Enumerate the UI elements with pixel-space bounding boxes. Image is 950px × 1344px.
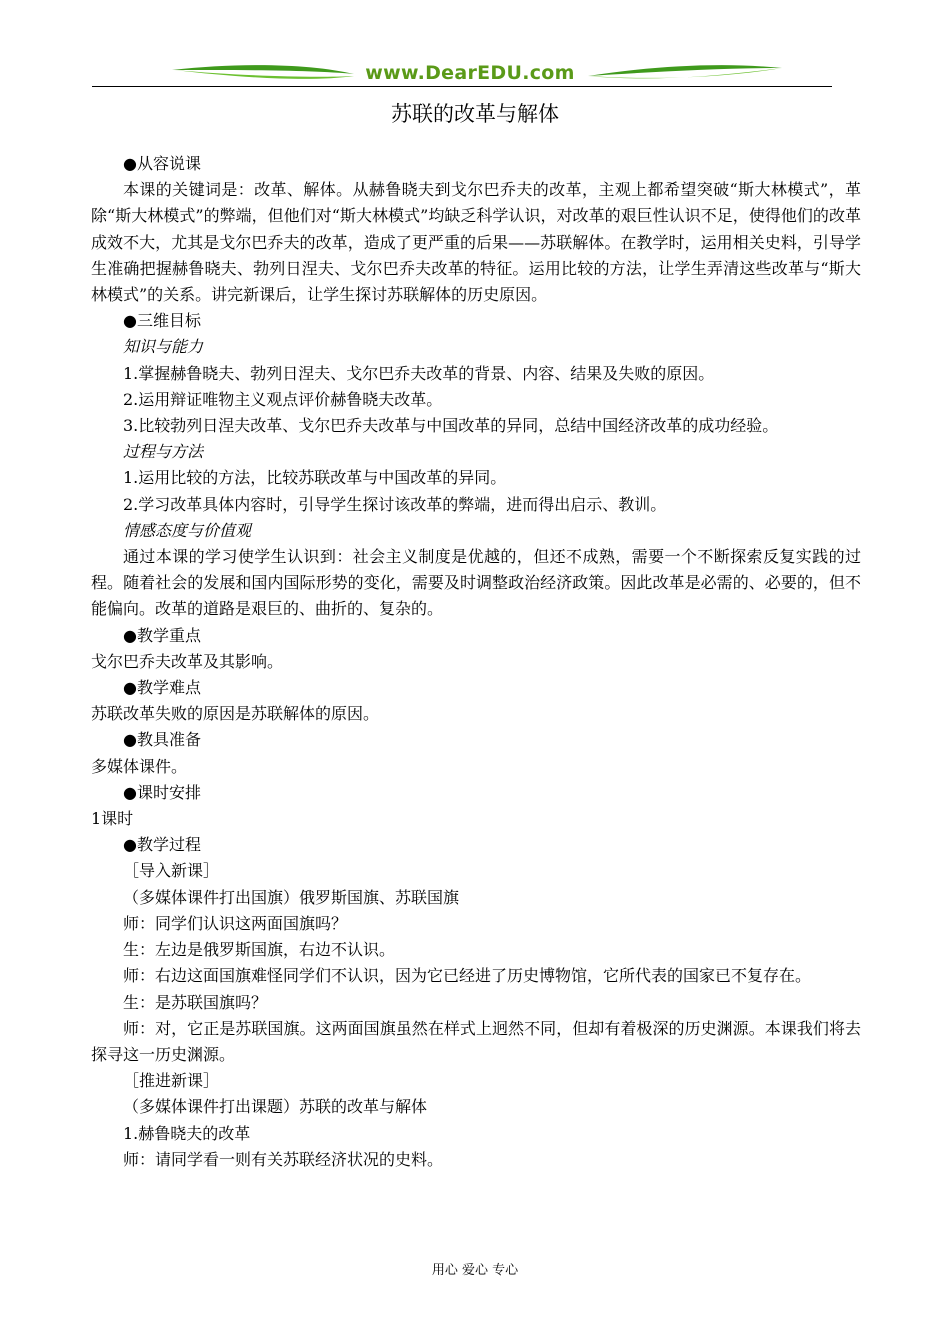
- paragraph: 戈尔巴乔夫改革及其影响。: [91, 651, 284, 671]
- paragraph: 1.运用比较的方法，比较苏联改革与中国改革的异同。: [123, 468, 507, 488]
- header-divider: [92, 86, 832, 87]
- paragraph: 多媒体课件。: [91, 756, 188, 776]
- paragraph: 情感态度与价值观: [123, 520, 252, 540]
- paragraph: 1.赫鲁晓夫的改革: [123, 1123, 251, 1143]
- paragraph: ［推进新课］: [123, 1071, 220, 1091]
- document-body: [91, 151, 861, 1173]
- paragraph: 师：同学们认识这两面国旗吗？: [123, 913, 348, 933]
- paragraph: 过程与方法: [123, 442, 204, 462]
- paragraph: ［导入新课］: [123, 861, 220, 881]
- paragraph: 知识与能力: [123, 337, 204, 357]
- paragraph: ●教学重点: [123, 625, 201, 645]
- paragraph: 师：请同学看一则有关苏联经济状况的史料。: [123, 1149, 444, 1169]
- paragraph: ●三维目标: [123, 311, 201, 331]
- paragraph: 1.掌握赫鲁晓夫、勃列日涅夫、戈尔巴乔夫改革的背景、内容、结果及失败的原因。: [123, 363, 715, 383]
- paragraph: 本课的关键词是：改革、解体。从赫鲁晓夫到戈尔巴乔夫的改革，主观上都希望突破“斯大林模式”，革除“斯大林模式”的弊端，但他们对“斯大林模式”均缺乏科学认识，对改革的艰巨性认识不足，使得他们的改革成效不大，尤其是戈尔巴乔夫的改革，造成了更严重的后果——苏联解体。在教学时，运用相关史料，引导学生准确把握赫鲁晓夫、勃列日涅夫、戈尔巴乔夫改革的特征。运用比较的方法，让学生弄清这些改革与“斯大林模式”的关系。讲完新课后，让学生探讨苏联解体的历史原因。: [91, 180, 861, 305]
- paragraph: ●从容说课: [123, 154, 201, 173]
- paragraph: 1课时: [91, 809, 134, 829]
- page-header: [92, 56, 832, 92]
- paragraph: 师：右边这面国旗难怪同学们不认识，因为它已经进了历史博物馆，它所代表的国家已不复存在。: [123, 966, 812, 986]
- paragraph: 3.比较勃列日涅夫改革、戈尔巴乔夫改革与中国改革的异同，总结中国经济改革的成功经验。: [123, 416, 779, 436]
- paragraph: （多媒体课件打出国旗）俄罗斯国旗、苏联国旗: [123, 887, 460, 907]
- paragraph: 师：对，它正是苏联国旗。这两面国旗虽然在样式上迥然不同，但却有着极深的历史渊源。本课我们将去探寻这一历史渊源。: [91, 1018, 861, 1064]
- site-logo-text[interactable]: www.DearEDU.com: [365, 62, 575, 84]
- paragraph: 2.学习改革具体内容时，引导学生探讨该改革的弊端，进而得出启示、教训。: [123, 494, 667, 514]
- paragraph: 生：左边是俄罗斯国旗，右边不认识。: [123, 940, 396, 960]
- paragraph: 通过本课的学习使学生认识到：社会主义制度是优越的，但还不成熟，需要一个不断探索反复实践的过程。随着社会的发展和国内国际形势的变化，需要及时调整政治经济政策。因此改革是必需的、必要的，但不能偏向。改革的道路是艰巨的、曲折的、复杂的。: [91, 547, 861, 619]
- paragraph: ●课时安排: [123, 782, 201, 802]
- page-footer: 用心 爱心 专心: [431, 1263, 519, 1278]
- paragraph: （多媒体课件打出课题）苏联的改革与解体: [123, 1097, 428, 1117]
- paragraph: ●教具准备: [123, 730, 201, 750]
- paragraph: 2.运用辩证唯物主义观点评价赫鲁晓夫改革。: [123, 389, 443, 409]
- paragraph: ●教学难点: [123, 678, 201, 698]
- paragraph: 生：是苏联国旗吗？: [123, 992, 268, 1012]
- paragraph: ●教学过程: [123, 835, 201, 855]
- paragraph: 苏联改革失败的原因是苏联解体的原因。: [91, 704, 380, 724]
- document-title: 苏联的改革与解体: [391, 102, 559, 126]
